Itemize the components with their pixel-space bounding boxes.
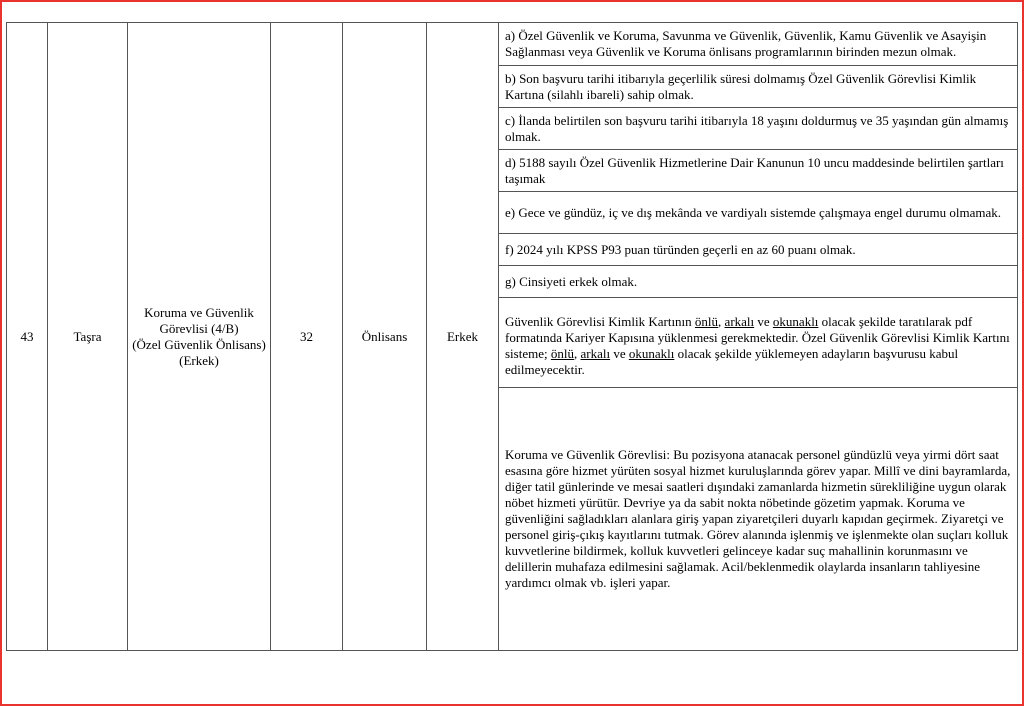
- job-description: Koruma ve Güvenlik Görevlisi: Bu pozisyona atanacak personel gündüzlü veya yirmi dört saat esasına göre hizmet yürüten sosyal hizmet kuruluşlarında görev yapar. Millî ve dini bayramlarda, diğer tatil günlerinde ve mesai saatleri dışındaki zamanlarda hizmetin sürekliliğine uygun olarak nöbet hizmeti yürütür. Devriye ya da sabit nokta nöbetinde gözetim yapmak. Koruma ve güvenliğini sağladıkları alanlara giriş yapan ziyaretçileri duyarlı kapıdan geçirmek. Ziyaretçi ve personel giriş-çıkış kayıtlarını tutmak. Görev alanında işlenmiş ve işlenmekte olan suçları kolluk kuvvetlerine bildirmek, kolluk kuvvetleri gelinceye kadar suç mahallinin korunmasını ve delillerin muhafaza edilmesini sağlamak. Acil/beklenmedik olaylarda insanların tahliyesine yardımcı olmak vb. işleri yapar.: [499, 388, 1018, 651]
- requirement-e: e) Gece ve gündüz, iç ve dış mekânda ve vardiyalı sistemde çalışmaya engel durumu olmamak.: [499, 192, 1018, 234]
- requirement-d: d) 5188 sayılı Özel Güvenlik Hizmetlerine Dair Kanunun 10 uncu maddesinde belirtilen şartları taşımak: [499, 150, 1018, 192]
- gender-cell: Erkek: [427, 23, 499, 651]
- position-title-line: Koruma ve Güvenlik: [144, 304, 254, 320]
- row-number: 43: [7, 23, 48, 651]
- requirement-a: a) Özel Güvenlik ve Koruma, Savunma ve Güvenlik, Güvenlik, Kamu Güvenlik ve Asayişin Sağlanması veya Güvenlik ve Koruma önlisans programlarının birinden mezun olmak.: [499, 23, 1018, 66]
- position-count-cell: 32: [271, 23, 343, 651]
- location-cell: Taşra: [48, 23, 128, 651]
- position-title-line: (Özel Güvenlik Önlisans): [132, 336, 266, 352]
- education-cell: Önlisans: [343, 23, 427, 651]
- position-table: [6, 22, 1018, 651]
- requirement-g: g) Cinsiyeti erkek olmak.: [499, 266, 1018, 298]
- position-title-line: (Erkek): [179, 352, 219, 368]
- requirement-c: c) İlanda belirtilen son başvuru tarihi itibarıyla 18 yaşını doldurmuş ve 35 yaşından gün almamış olmak.: [499, 108, 1018, 150]
- table-row: [7, 23, 1018, 66]
- requirement-f: f) 2024 yılı KPSS P93 puan türünden geçerli en az 60 puanı olmak.: [499, 234, 1018, 266]
- upload-note: Güvenlik Görevlisi Kimlik Kartının önlü, arkalı ve okunaklı olacak şekilde taratılarak pdf formatında Kariyer Kapısına yüklenmesi gerekmektedir. Özel Güvenlik Görevlisi Kimlik Kartını sisteme; önlü, arkalı ve okunaklı olacak şekilde yüklemeyen adayların başvurusu kabul edilmeyecektir.: [499, 298, 1018, 388]
- requirement-b: b) Son başvuru tarihi itibarıyla geçerlilik süresi dolmamış Özel Güvenlik Görevlisi Kimlik Kartına (silahlı ibareli) sahip olmak.: [499, 66, 1018, 108]
- position-title-cell: [128, 23, 271, 651]
- position-title-line: Görevlisi (4/B): [159, 320, 239, 336]
